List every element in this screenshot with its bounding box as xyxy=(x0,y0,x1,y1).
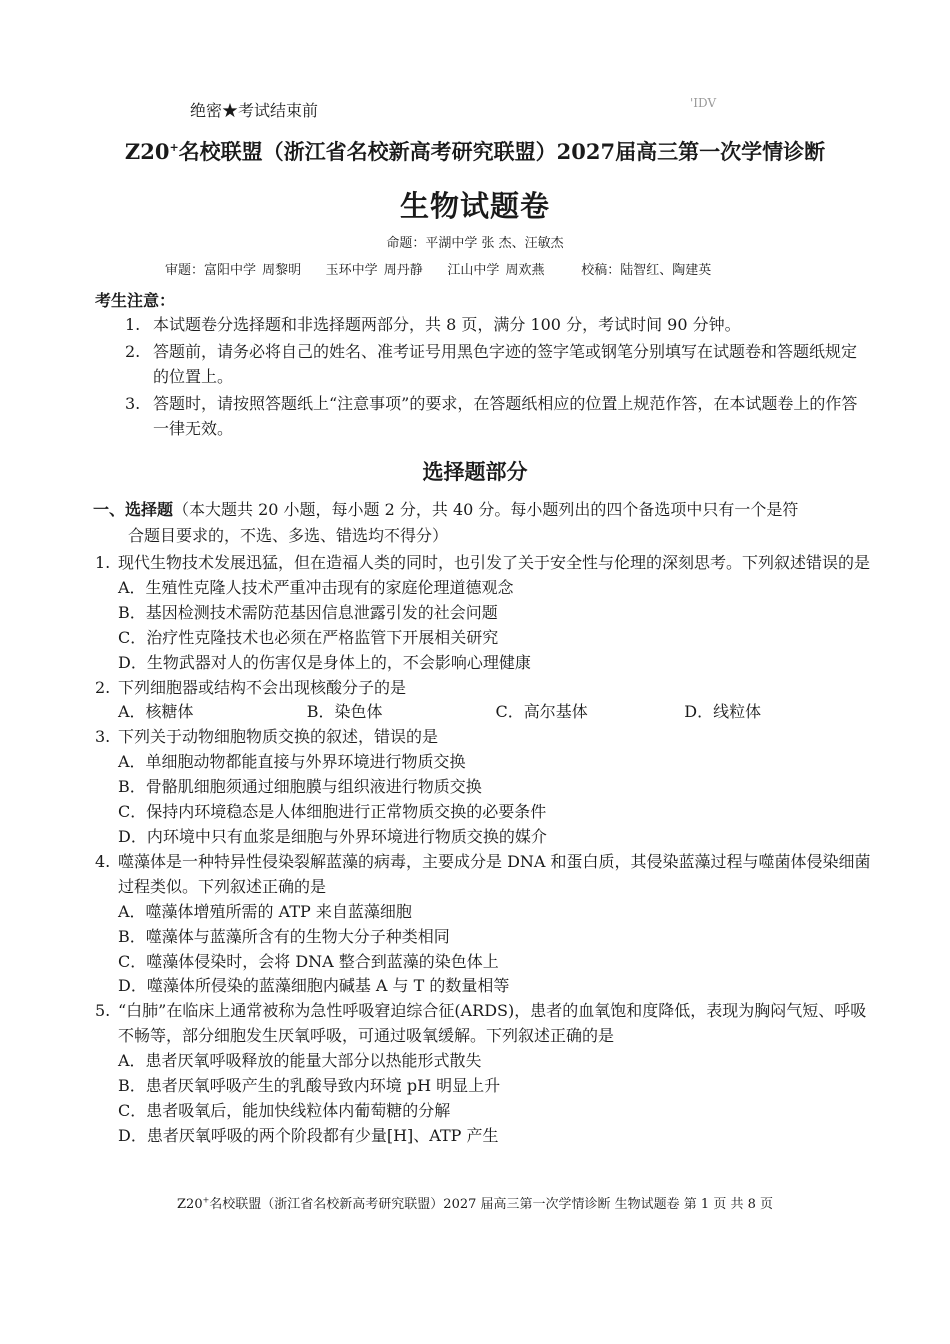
question-stem xyxy=(95,551,873,576)
question-text: 现代生物技术发展迅猛，但在造福人类的同时，也引发了关于安全性与伦理的深刻思考。下列叙述错误的是 xyxy=(118,553,871,572)
notice-number: 2. xyxy=(125,342,141,361)
notice-number: 1. xyxy=(125,315,141,334)
notice-text: 本试题卷分选择题和非选择题两部分，共 8 页，满分 100 分，考试时间 90 分钟。 xyxy=(153,315,741,334)
question-text: 噬藻体是一种特异性侵染裂解蓝藻的病毒，主要成分是 DNA 和蛋白质，其侵染蓝藻过程与噬菌体侵染细菌过程类似。下列叙述正确的是 xyxy=(118,851,871,896)
answer-option: D．噬藻体所侵染的蓝藻细胞内碱基 A 与 T 的数量相等 xyxy=(118,976,510,996)
answer-option: B．噬藻体与蓝藻所含有的生物大分子种类相同 xyxy=(118,926,450,946)
question-stem xyxy=(95,999,873,1049)
question-number: 1. xyxy=(95,553,111,572)
notice-item xyxy=(125,339,870,389)
notice-text: 答题时，请按照答题纸上“注意事项”的要求，在答题纸相应的位置上规范作答，在本试题卷上的作答一律无效。 xyxy=(153,394,858,438)
answer-option: D．患者厌氧呼吸的两个阶段都有少量[H]、ATP 产生 xyxy=(118,1125,499,1145)
answer-option: A．生殖性克隆人技术严重冲击现有的家庭伦理道德观念 xyxy=(118,577,514,597)
exam-title xyxy=(0,136,950,166)
question-text: 下列关于动物细胞物质交换的叙述，错误的是 xyxy=(118,727,439,747)
exam-title-prefix: Z20 xyxy=(124,139,170,164)
stamp-mark: 'IDV xyxy=(690,96,717,110)
answer-option: B．染色体 xyxy=(306,702,383,722)
answer-option: C．患者吸氧后，能加快线粒体内葡萄糖的分解 xyxy=(118,1100,451,1120)
answer-option: A．患者厌氧呼吸释放的能量大部分以热能形式散失 xyxy=(118,1051,482,1071)
notice-title: 考生注意： xyxy=(95,291,176,310)
part-header xyxy=(93,497,871,549)
exam-title-text: 名校联盟（浙江省名校新高考研究联盟）2027届高三第一次学情诊断 xyxy=(178,139,826,164)
footer-prefix: Z20 xyxy=(177,1197,203,1212)
question-text: 下列细胞器或结构不会出现核酸分子的是 xyxy=(118,677,407,697)
notice-item xyxy=(125,312,870,337)
notice-number: 3. xyxy=(125,394,141,413)
footer-sup: + xyxy=(202,1195,210,1205)
answer-option: C．噬藻体侵染时，会将 DNA 整合到蓝藻的染色体上 xyxy=(118,951,499,971)
part-instructions-cont: 合题目要求的，不选、多选、错选均不得分） xyxy=(128,526,449,545)
question-stem xyxy=(95,850,873,900)
question-stem xyxy=(95,725,873,750)
question-number: 2. xyxy=(95,677,111,697)
question-number: 4. xyxy=(95,851,111,871)
setters-line: 命题：平湖中学 张 杰、汪敏杰 xyxy=(386,236,564,251)
answer-option: D．线粒体 xyxy=(684,702,762,722)
page-footer xyxy=(0,1193,950,1212)
question-number: 3. xyxy=(95,727,111,747)
question-text: “白肺”在临床上通常被称为急性呼吸窘迫综合征(ARDS)，患者的血氧饱和度降低，表现为胸闷气短、呼吸不畅等，部分细胞发生厌氧呼吸，可通过吸氧缓解。下列叙述正确的是 xyxy=(118,1001,867,1046)
answer-option: D．内环境中只有血浆是细胞与外界环境进行物质交换的媒介 xyxy=(118,826,547,846)
answer-option: D．生物武器对人的伤害仅是身体上的，不会影响心理健康 xyxy=(118,652,531,672)
footer-text: 名校联盟（浙江省名校新高考研究联盟）2027 届高三第一次学情诊断 生物试题卷 第 1 页 共 8 页 xyxy=(209,1197,773,1212)
reviewers-line: 审题：富阳中学 周黎明 玉环中学 周丹静 江山中学 周欢燕 校稿：陆智红、陶建英 xyxy=(165,263,712,278)
section-title: 选择题部分 xyxy=(422,459,528,484)
subject-title: 生物试题卷 xyxy=(399,189,550,223)
notice-text: 答题前，请务必将自己的姓名、准考证号用黑色字迹的签字笔或钢笔分别填写在试题卷和答题纸规定的位置上。 xyxy=(153,342,858,386)
answer-option: B．骨骼肌细胞须通过细胞膜与组织液进行物质交换 xyxy=(118,777,482,797)
answer-option: A．单细胞动物都能直接与外界环境进行物质交换 xyxy=(118,752,466,772)
part-lead: 一、选择题 xyxy=(93,500,174,519)
answer-option: C．高尔基体 xyxy=(495,702,588,722)
notice-list xyxy=(125,312,870,443)
answer-option-row xyxy=(95,700,873,725)
answer-option: A．噬藻体增殖所需的 ATP 来自蓝藻细胞 xyxy=(118,901,412,921)
answer-option: C．保持内环境稳态是人体细胞进行正常物质交换的必要条件 xyxy=(118,802,547,822)
exam-title-sup: + xyxy=(169,141,179,154)
notice-item xyxy=(125,391,870,441)
answer-option: B．基因检测技术需防范基因信息泄露引发的社会问题 xyxy=(118,602,498,622)
answer-option: C．治疗性克隆技术也必须在严格监管下开展相关研究 xyxy=(118,627,499,647)
question-stem xyxy=(95,676,873,701)
confidential-label: 绝密★考试结束前 xyxy=(190,101,319,120)
answer-option: B．患者厌氧呼吸产生的乳酸导致内环境 pH 明显上升 xyxy=(118,1076,501,1096)
answer-option: A．核糖体 xyxy=(118,702,194,722)
question-number: 5. xyxy=(95,1001,111,1021)
question-list xyxy=(95,551,873,1149)
part-instructions: （本大题共 20 小题，每小题 2 分，共 40 分。每小题列出的四个备选项中只有一个是符 xyxy=(173,500,799,519)
